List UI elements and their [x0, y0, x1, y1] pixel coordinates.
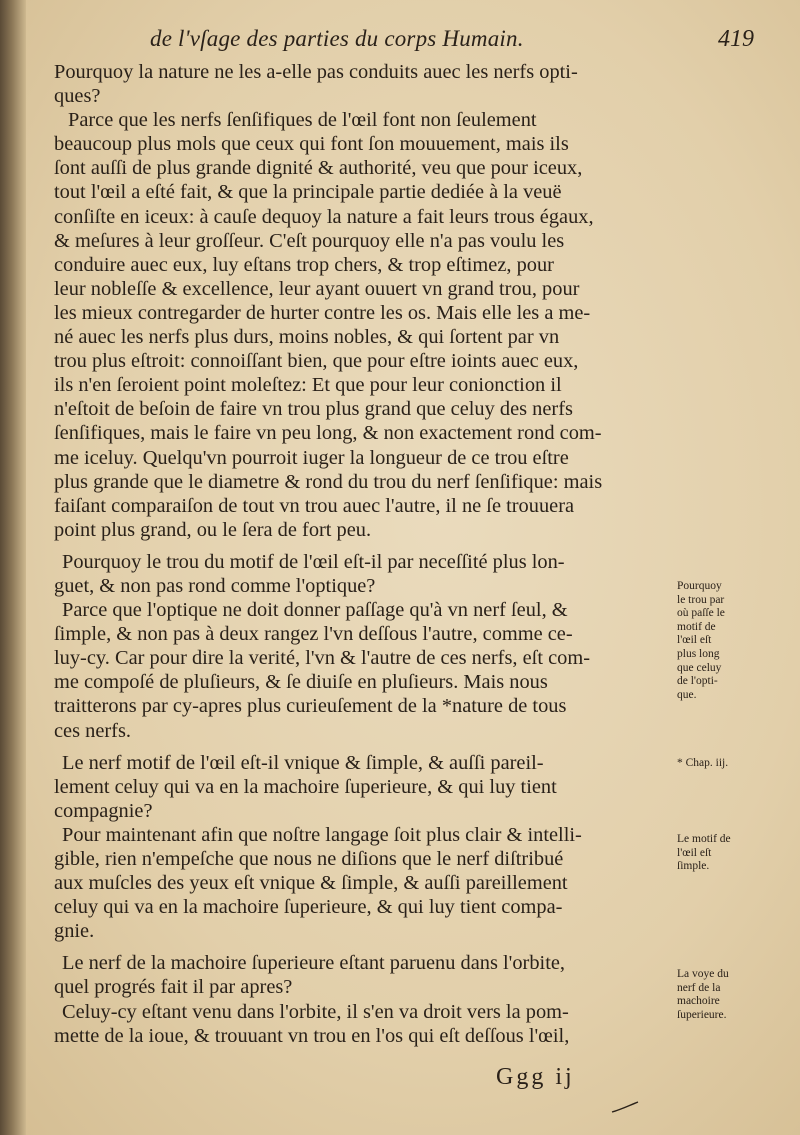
page-header [150, 26, 772, 56]
text-line: compagnie? [54, 799, 153, 822]
text-line: point plus grand, ou le ſera de fort peu. [54, 518, 372, 541]
text-line: trou plus eſtroit: connoiſſant bien, que pour eſtre ioints auec eux, [54, 350, 579, 373]
text-line: tout l'œil a eſté fait, & que la principale partie dediée à la veuë [54, 181, 562, 204]
text-line: me compoſé de pluſieurs, & ſe diuiſe en pluſieurs. Mais nous [54, 671, 548, 694]
text-line: leur nobleſſe & excellence, leur ayant ouuert vn grand trou, pour [54, 277, 580, 300]
text-line: Le nerf de la machoire ſuperieure eſtant paruenu dans l'orbite, [62, 952, 566, 975]
page-number: 419 [718, 26, 754, 52]
margin-note-line: machoire [677, 995, 720, 1008]
text-line: Pourquoy la nature ne les a-elle pas conduits auec les nerfs opti- [54, 61, 578, 83]
margin-note-line: * Chap. iij. [677, 757, 729, 769]
text-line: luy-cy. Car pour dire la verité, l'vn & l'autre de ces nerfs, eſt com- [54, 647, 590, 670]
margin-note-line: que celuy [677, 661, 722, 674]
text-line: faiſant comparaiſon de tout vn trou auec l'autre, il ne ſe trouuera [54, 494, 575, 517]
text-line: conduire auec eux, luy eſtans trop chers, & trop eſtimez, pour [54, 253, 554, 276]
margin-note [677, 833, 795, 874]
ink-flourish [610, 1100, 640, 1114]
text-line: gible, rien n'empeſche que nous ne diſions que le nerf diſtribué [54, 848, 564, 870]
margin-note-line: l'œil eſt [677, 846, 712, 859]
text-line: Celuy-cy eſtant venu dans l'orbite, il s'en va droit vers la pom- [62, 1000, 569, 1023]
margin-note-line: de l'opti- [677, 675, 718, 688]
text-line: Le nerf motif de l'œil eſt-il vnique & ſimple, & auſſi pareil- [62, 751, 544, 774]
text-line: guet, & non pas rond comme l'optique? [54, 574, 376, 597]
text-line: n'eſtoit de beſoin de faire vn trou plus grand que celuy des nerfs [54, 398, 573, 421]
margin-note-line: l'œil eſt [677, 634, 712, 647]
text-line: plus grande que le diametre & rond du trou du nerf ſenſifique: mais [54, 470, 603, 493]
text-line: ſimple, & non pas à deux rangez l'vn deſſous l'autre, comme ce- [54, 623, 573, 646]
text-line: quel progrés fait il par apres? [54, 976, 293, 999]
margin-note [677, 968, 795, 1022]
margin-note-line: où paſſe le [677, 607, 725, 620]
text-line: les mieux contregarder de hurter contre les os. Mais elle les a me- [54, 301, 591, 324]
text-line: né auec les nerfs plus durs, moins nobles, & qui ſortent par vn [54, 326, 560, 349]
text-line: ſont auſſi de plus grande dignité & authorité, veu que pour iceux, [54, 157, 583, 180]
text-line: aux muſcles des yeux eſt vnique & ſimple, & auſſi pareillement [54, 872, 568, 895]
binding-gutter [0, 0, 26, 1135]
margin-note-line: Pourquoy [677, 580, 722, 592]
text-line: lement celuy qui va en la machoire ſuperieure, & qui luy tient [54, 775, 557, 798]
text-line: mette de la ioue, & trouuant vn trou en l'os qui eſt deſſous l'œil, [54, 1024, 570, 1047]
text-line: Pour maintenant afin que noſtre langage ſoit plus clair & intelli- [62, 823, 582, 846]
margin-note [677, 757, 795, 771]
text-line: ſenſifiques, mais le faire vn peu long, & non exactement rond com- [54, 422, 602, 445]
margin-note-line: motif de [677, 620, 716, 633]
text-line: me iceluy. Quelqu'vn pourroit iuger la longueur de ce trou eſtre [54, 446, 569, 469]
text-line: Parce que les nerfs ſenſifiques de l'œil font non ſeulement [68, 109, 537, 132]
text-line: ques? [54, 85, 101, 108]
text-line: ils n'en ſeroient point moleſtez: Et que pour leur conionction il [54, 374, 562, 397]
text-line: beaucoup plus mols que ceux qui font ſon mouuement, mais ils [54, 133, 569, 156]
margin-note-line: La voye du [677, 968, 729, 980]
margin-note-line: le trou par [677, 593, 725, 606]
text-line: Pourquoy le trou du motif de l'œil eſt-il par neceſſité plus lon- [62, 550, 565, 573]
text-line: & meſures à leur groſſeur. C'eſt pourquoy elle n'a pas voulu les [54, 229, 565, 252]
text-line: ces nerfs. [54, 719, 131, 742]
text-line: gnie. [54, 920, 95, 943]
margin-note-line: plus long [677, 647, 720, 660]
running-title: de l'vſage des parties du corps Humain. [150, 26, 524, 51]
margin-note-line: nerf de la [677, 981, 721, 994]
signature-mark: Ggg ij [496, 1064, 575, 1090]
text-line: conſiſte en iceux: à cauſe dequoy la nature a fait leurs trous égaux, [54, 205, 594, 228]
text-line: traitterons par cy-apres plus curieuſement de la *nature de tous [54, 695, 567, 718]
margin-note-line: ſimple. [677, 860, 710, 873]
margin-note-line: que. [677, 688, 697, 701]
body-text [54, 60, 664, 1048]
margin-note-line: Le motif de [677, 833, 731, 845]
text-line: Parce que l'optique ne doit donner paſſage qu'à vn nerf ſeul, & [62, 599, 568, 622]
text-line: celuy qui va en la machoire ſuperieure, & qui luy tient compa- [54, 896, 563, 919]
margin-note-line: ſuperieure. [677, 1008, 727, 1021]
margin-note [677, 580, 795, 702]
